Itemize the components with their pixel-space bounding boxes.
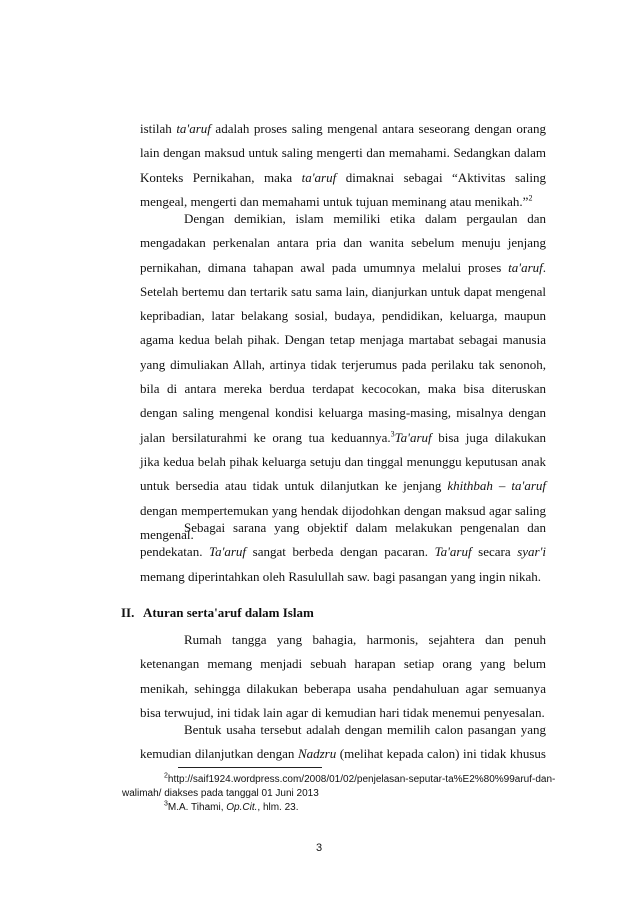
footnote-text: , hlm. 23. xyxy=(257,802,299,813)
footnote-2-line-1 xyxy=(164,773,555,787)
footnote-separator xyxy=(178,767,322,768)
page-number: 3 xyxy=(315,842,323,854)
italic-term: Ta'aruf xyxy=(434,544,472,560)
text-line: agama kedua belah pihak. Dengan tetap menjaga martabat sebagai manusia xyxy=(140,332,546,348)
text-run: (melihat kepada calon) ini tidak khusus xyxy=(336,746,546,762)
text-line: kepribadian, latar belakang sosial, budaya, pendidikan, keluarga, maupun xyxy=(140,308,546,324)
text-run: bisa juga dilakukan xyxy=(431,429,546,445)
footnote-ref: 2 xyxy=(528,193,533,203)
italic-term: Nadzru xyxy=(297,746,337,762)
text-run: pernikahan, dimana tahapan awal pada umumnya melalui proses xyxy=(140,259,509,275)
text-run: untuk bersedia atau tidak untuk dilanjutkan ke jenjang xyxy=(140,478,448,494)
text-line: Bentuk usaha tersebut adalah dengan memilih calon pasangan yang xyxy=(184,722,546,737)
section-number: II. xyxy=(121,605,135,620)
text-line: Sebagai sarana yang objektif dalam melakukan pengenalan dan xyxy=(184,520,546,535)
text-run: istilah xyxy=(140,121,177,136)
italic-term: Ta'aruf xyxy=(394,429,432,445)
text-line: Setelah bertemu dan tertarik satu sama lain, dianjurkan untuk dapat mengenal xyxy=(140,283,546,299)
text-line xyxy=(140,742,546,766)
italic-term: syar'i xyxy=(517,544,546,560)
text-run: . xyxy=(542,259,546,275)
paragraph-5 xyxy=(140,718,546,767)
footnote-3 xyxy=(164,801,299,815)
text-line: mengenal. xyxy=(140,526,194,542)
text-line: jika kedua belah pihak keluarga setuju dan tinggal menunggu keputusan anak xyxy=(140,453,546,469)
text-line: dengan mempertemukan yang hendak dijodohkan dengan maksud agar saling xyxy=(140,502,546,518)
italic-term: Ta'aruf xyxy=(209,544,247,560)
text-line: memang diperintahkan oleh Rasulullah saw. bagi pasangan yang ingin nikah. xyxy=(140,568,541,584)
section-heading xyxy=(121,605,314,621)
footnote-2-line-2: walimah/ diakses pada tanggal 01 Juni 2013 xyxy=(122,788,319,799)
text-line xyxy=(140,256,546,280)
text-line xyxy=(140,474,546,498)
footnote-mark: 2 xyxy=(164,772,168,780)
paragraph-1 xyxy=(140,117,546,214)
italic-term: ta'aruf xyxy=(176,121,211,136)
footnote-text: M.A. Tihami, xyxy=(167,802,227,813)
paragraph-2 xyxy=(140,207,546,547)
text-run: jalan bersilaturahmi ke orang tua keduannya. xyxy=(140,429,391,445)
text-line: bisa terwujud, ini tidak lain agar di kemudian hari tidak menemui penyesalan. xyxy=(140,704,545,720)
text-run: mengeal, mengerti dan memahami untuk tujuan meminang atau menikah.” xyxy=(140,193,529,209)
footnote-italic: Op.Cit. xyxy=(226,802,258,813)
text-line xyxy=(140,426,546,450)
footnote-url: http://saif1924.wordpress.com/2008/01/02/penjelasan-seputar-ta%E2%80%99aruf-dan- xyxy=(167,774,556,785)
text-run: dimaknai sebagai “Aktivitas saling xyxy=(336,169,546,185)
section-title: Aturan serta'aruf dalam Islam xyxy=(143,605,314,620)
text-run: adalah proses saling mengenal antara seseorang dengan orang xyxy=(210,121,546,136)
paragraph-3 xyxy=(140,516,546,589)
text-run: kemudian dilanjutkan dengan xyxy=(140,746,298,762)
text-line: mengadakan perkenalan antara pria dan wanita sebelum menuju jenjang xyxy=(140,235,546,251)
text-run: Konteks Pernikahan, maka xyxy=(140,169,302,185)
text-line: lain dengan maksud untuk saling mengerti dan memahami. Sedangkan dalam xyxy=(140,145,546,161)
text-run: secara xyxy=(471,544,518,560)
text-line: Dengan demikian, islam memiliki etika dalam pergaulan dan xyxy=(184,211,546,226)
text-line: bila di antara mereka berdua terdapat kecocokan, maka bisa diteruskan xyxy=(140,381,546,397)
italic-term: khithbah – ta'aruf xyxy=(447,478,546,494)
text-line xyxy=(140,540,546,564)
italic-term: ta'aruf xyxy=(301,169,337,185)
text-run: pendekatan. xyxy=(140,544,210,560)
text-line: menikah, sehingga dilakukan beberapa usaha pendahuluan agar semuanya xyxy=(140,680,546,696)
text-line xyxy=(140,166,546,190)
text-line xyxy=(140,117,546,141)
text-line: dengan saling mengenal kondisi keluarga masing-masing, misalnya dengan xyxy=(140,405,546,421)
text-line: yang dimuliakan Allah, artinya tidak terjerumus pada perilaku tak senonoh, xyxy=(140,356,546,372)
paragraph-4 xyxy=(140,628,546,725)
text-line: Rumah tangga yang bahagia, harmonis, sejahtera dan penuh xyxy=(184,632,546,647)
footnote-mark: 3 xyxy=(164,800,168,808)
footnote-ref: 3 xyxy=(390,429,395,439)
text-run: sangat berbeda dengan pacaran. xyxy=(246,544,435,560)
italic-term: ta'aruf xyxy=(508,259,543,275)
text-line: ketenangan memang menjadi sebuah harapan setiap orang yang belum xyxy=(140,656,546,672)
